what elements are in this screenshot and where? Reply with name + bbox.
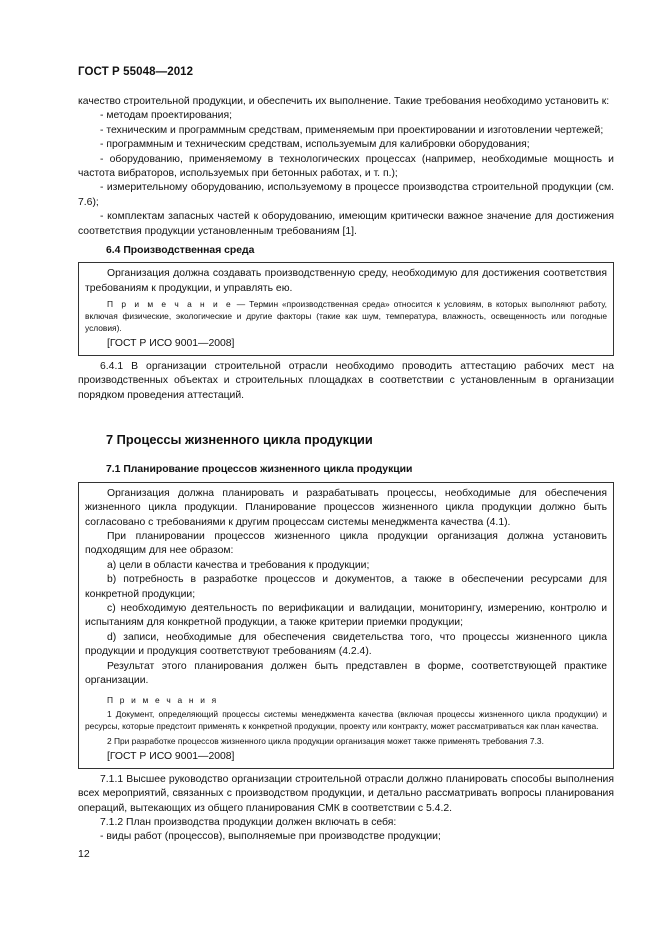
source-reference: [ГОСТ Р ИСО 9001—2008] [107, 751, 235, 763]
list-item: - измерительному оборудованию, используемому в процессе производства строительной продукции (см. 7.6); [78, 182, 614, 208]
list-item: - комплектам запасных частей к оборудованию, имеющим критически важное значение для достижения соответствия продукции установленным требованиям [1]. [78, 211, 614, 237]
quote-box-6-4 [78, 262, 614, 355]
source-reference: [ГОСТ Р ИСО 9001—2008] [107, 338, 235, 350]
list-item: - методам проектирования; [100, 110, 232, 122]
note: 2 При разработке процессов жизненного цикла продукции организация может также применять требования 7.3. [107, 735, 544, 746]
section-7-heading: 7 Процессы жизненного цикла продукции [106, 432, 373, 448]
list-item: - виды работ (процессов), выполняемые при производстве продукции; [100, 831, 441, 843]
notes-title: П р и м е ч а н и я [107, 694, 219, 705]
list-item: - оборудованию, применяемому в технологических процессах (например, необходимые мощность и частота вибраторов, используемых при бетонных работах, и т. п.); [78, 153, 614, 180]
section-6-4-heading: 6.4 Производственная среда [106, 245, 255, 257]
quote-paragraph: Организация должна планировать и разрабатывать процессы, необходимые для обеспечения жизненного цикла продукции. Планирование процессов жизненного цикла продукции должно быть согласовано с требованиями к другим процессам системы менеджмента качества (4.1). [85, 487, 607, 528]
note-text: — Термин «производственная среда» относится к условиям, в которых выполняют работу, включая физические, экологические и другие факторы (такие как шум, температура, влажность, освещенность или погодные условия). [85, 299, 607, 333]
quote-paragraph: При планировании процессов жизненного цикла продукции организация должна установить подходящим для нее образом: [85, 531, 607, 557]
note-label: П р и м е ч а н и е [107, 299, 233, 310]
page-number: 12 [78, 848, 90, 860]
list-item: - техническим и программным средствам, применяемым при проектировании и изготовлении чертежей; [100, 124, 604, 136]
quote-list-item: b) потребность в разработке процессов и документов, а также в обеспечении ресурсами для конкретной продукции; [85, 574, 607, 600]
quote-list-item: a) цели в области качества и требования к продукции; [107, 559, 370, 571]
quote-text: Организация должна создавать производственную среду, необходимую для достижения соответствия требованиям к продукции, и управлять ею. [85, 268, 607, 294]
quote-list-item: c) необходимую деятельность по верификации и валидации, мониторингу, измерению, контролю и испытаниям для конкретной продукции, а также критерии приемки продукции; [85, 603, 607, 629]
quote-paragraph: Результат этого планирования должен быть представлен в форме, соответствующей практике организации. [85, 660, 607, 687]
note [85, 299, 607, 334]
main-content [78, 95, 614, 845]
paragraph-6-4-1: 6.4.1 В организации строительной отрасли необходимо проводить аттестацию рабочих мест на производственных объектах и строительных площадках в соответствии с установленным в организации порядком проведения аттестаций. [78, 360, 614, 401]
document-header: ГОСТ Р 55048—2012 [78, 66, 194, 78]
section-7-1-heading: 7.1 Планирование процессов жизненного цикла продукции [106, 464, 413, 476]
paragraph-7-1-2: 7.1.2 План производства продукции должен включать в себя: [100, 816, 397, 828]
paragraph-7-1-1: 7.1.1 Высшее руководство организации строительной отрасли должно планировать способы выполнения всех мероприятий, связанных с производством продукции, и детально рассматривать вопросы планирования операций, вытекающих из общего планирования СМК в соответствии с 5.4.2. [78, 773, 614, 814]
note: 1 Документ, определяющий процессы системы менеджмента качества (включая процессы жизненного цикла продукции) и ресурсы, которые предстоит применять к конкретной продукции, проекту или контракту, может рассматриваться как план качества. [85, 709, 607, 731]
quote-box-7-1 [78, 482, 614, 769]
list-item: - программным и техническим средствам, используемым для калибровки оборудования; [100, 139, 530, 151]
intro-paragraph: качество строительной продукции, и обеспечить их выполнение. Такие требования необходимо установить к: [78, 96, 610, 107]
quote-list-item: d) записи, необходимые для обеспечения свидетельства того, что процессы жизненного цикла продукции и продукция соответствуют требованиям (4.2.4). [85, 631, 607, 658]
